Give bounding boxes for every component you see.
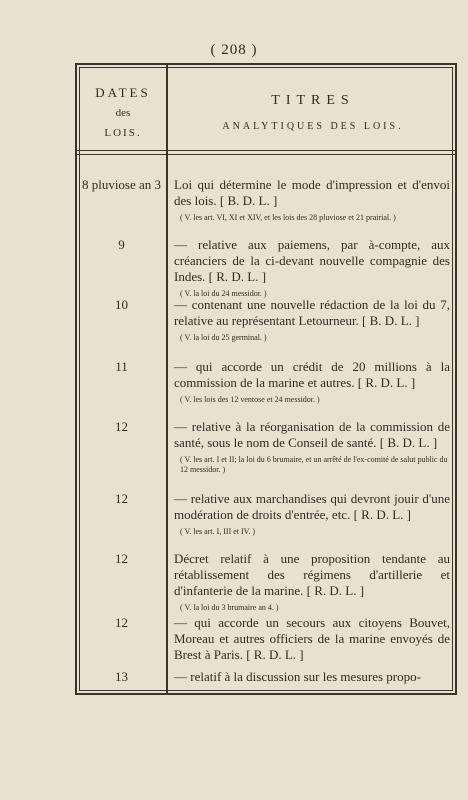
law-date: 12 bbox=[115, 491, 128, 506]
law-title: — relative aux paiemens, par à-compte, aux créanciers de la ci-devant nouvelle compagnie des Indes. [ R. D. L. ] bbox=[174, 237, 450, 284]
law-entry bbox=[174, 237, 450, 299]
dates-header-lois: LOIS. bbox=[104, 127, 142, 139]
titres-header bbox=[169, 93, 457, 132]
law-date: 10 bbox=[115, 297, 128, 312]
law-title: — qui accorde un crédit de 20 millions à la commission de la marine et autres. [ R. D. L. ] bbox=[174, 359, 450, 390]
law-date: 11 bbox=[115, 359, 128, 374]
titres-header-title: TITRES bbox=[271, 93, 355, 108]
law-date: 8 pluviose an 3 bbox=[81, 177, 162, 192]
law-title: — relatif à la discussion sur les mesures propo- bbox=[174, 669, 421, 684]
law-title: Loi qui détermine le mode d'impression et d'envoi des lois. [ B. D. L. ] bbox=[174, 177, 450, 208]
dates-header bbox=[83, 83, 163, 143]
law-entry bbox=[174, 419, 450, 475]
law-title: Décret relatif à une proposition tendante au rétablissement des régimens d'artillerie et d'infanterie de la marine. [ R. D. L. ] bbox=[174, 551, 450, 598]
law-date: 13 bbox=[115, 669, 128, 684]
law-entry bbox=[174, 297, 450, 343]
dates-header-title: DATES bbox=[95, 85, 151, 100]
dates-header-des: des bbox=[115, 107, 131, 119]
table-frame bbox=[75, 63, 457, 695]
law-entry bbox=[174, 615, 450, 663]
law-title: — relative à la réorganisation de la commission de santé, sous le nom de Conseil de santé. [ B. D. L. ] bbox=[174, 419, 450, 450]
law-entry bbox=[174, 491, 450, 537]
law-reference: ( V. les art. I, III et IV. ) bbox=[180, 527, 256, 536]
law-entry bbox=[174, 177, 450, 223]
law-reference: ( V. les art. I et II; la loi du 6 brumaire, et un arrêté de l'ex-comité de salut public du 12 messidor. ) bbox=[180, 455, 448, 474]
law-reference: ( V. la loi du 3 brumaire an 4. ) bbox=[180, 603, 279, 612]
law-reference: ( V. la loi du 24 messidor. ) bbox=[180, 289, 267, 298]
law-title: — relative aux marchandises qui devront jouir d'une modération de droits d'entrée, etc. [ R. D. L. ] bbox=[174, 491, 450, 522]
law-date: 12 bbox=[115, 551, 128, 566]
law-reference: ( V. les art. VI, XI et XIV, et les lois des 28 pluviose et 21 prairial. ) bbox=[180, 213, 396, 222]
law-date: 12 bbox=[115, 615, 128, 630]
header-rule-double bbox=[77, 154, 455, 155]
law-title: — contenant une nouvelle rédaction de la loi du 7, relative au représentant Letourneur. [ B. D. L. ] bbox=[174, 297, 450, 328]
law-reference: ( V. les lois des 12 ventose et 24 messidor. ) bbox=[180, 395, 320, 404]
titres-header-subtitle: ANALYTIQUES DES LOIS. bbox=[222, 121, 404, 132]
law-entry bbox=[174, 359, 450, 405]
page-number: ( 208 ) bbox=[210, 42, 258, 58]
law-reference: ( V. la loi du 25 germinal. ) bbox=[180, 333, 267, 342]
law-entry bbox=[174, 669, 450, 685]
law-title: — qui accorde un secours aux citoyens Bouvet, Moreau et autres officiers de la marine envoyés de Brest à Paris. [ R. D. L. ] bbox=[174, 615, 450, 662]
column-divider bbox=[166, 65, 168, 693]
law-entry bbox=[174, 551, 450, 613]
law-date: 12 bbox=[115, 419, 128, 434]
law-date: 9 bbox=[118, 237, 125, 252]
header-rule bbox=[77, 150, 455, 151]
